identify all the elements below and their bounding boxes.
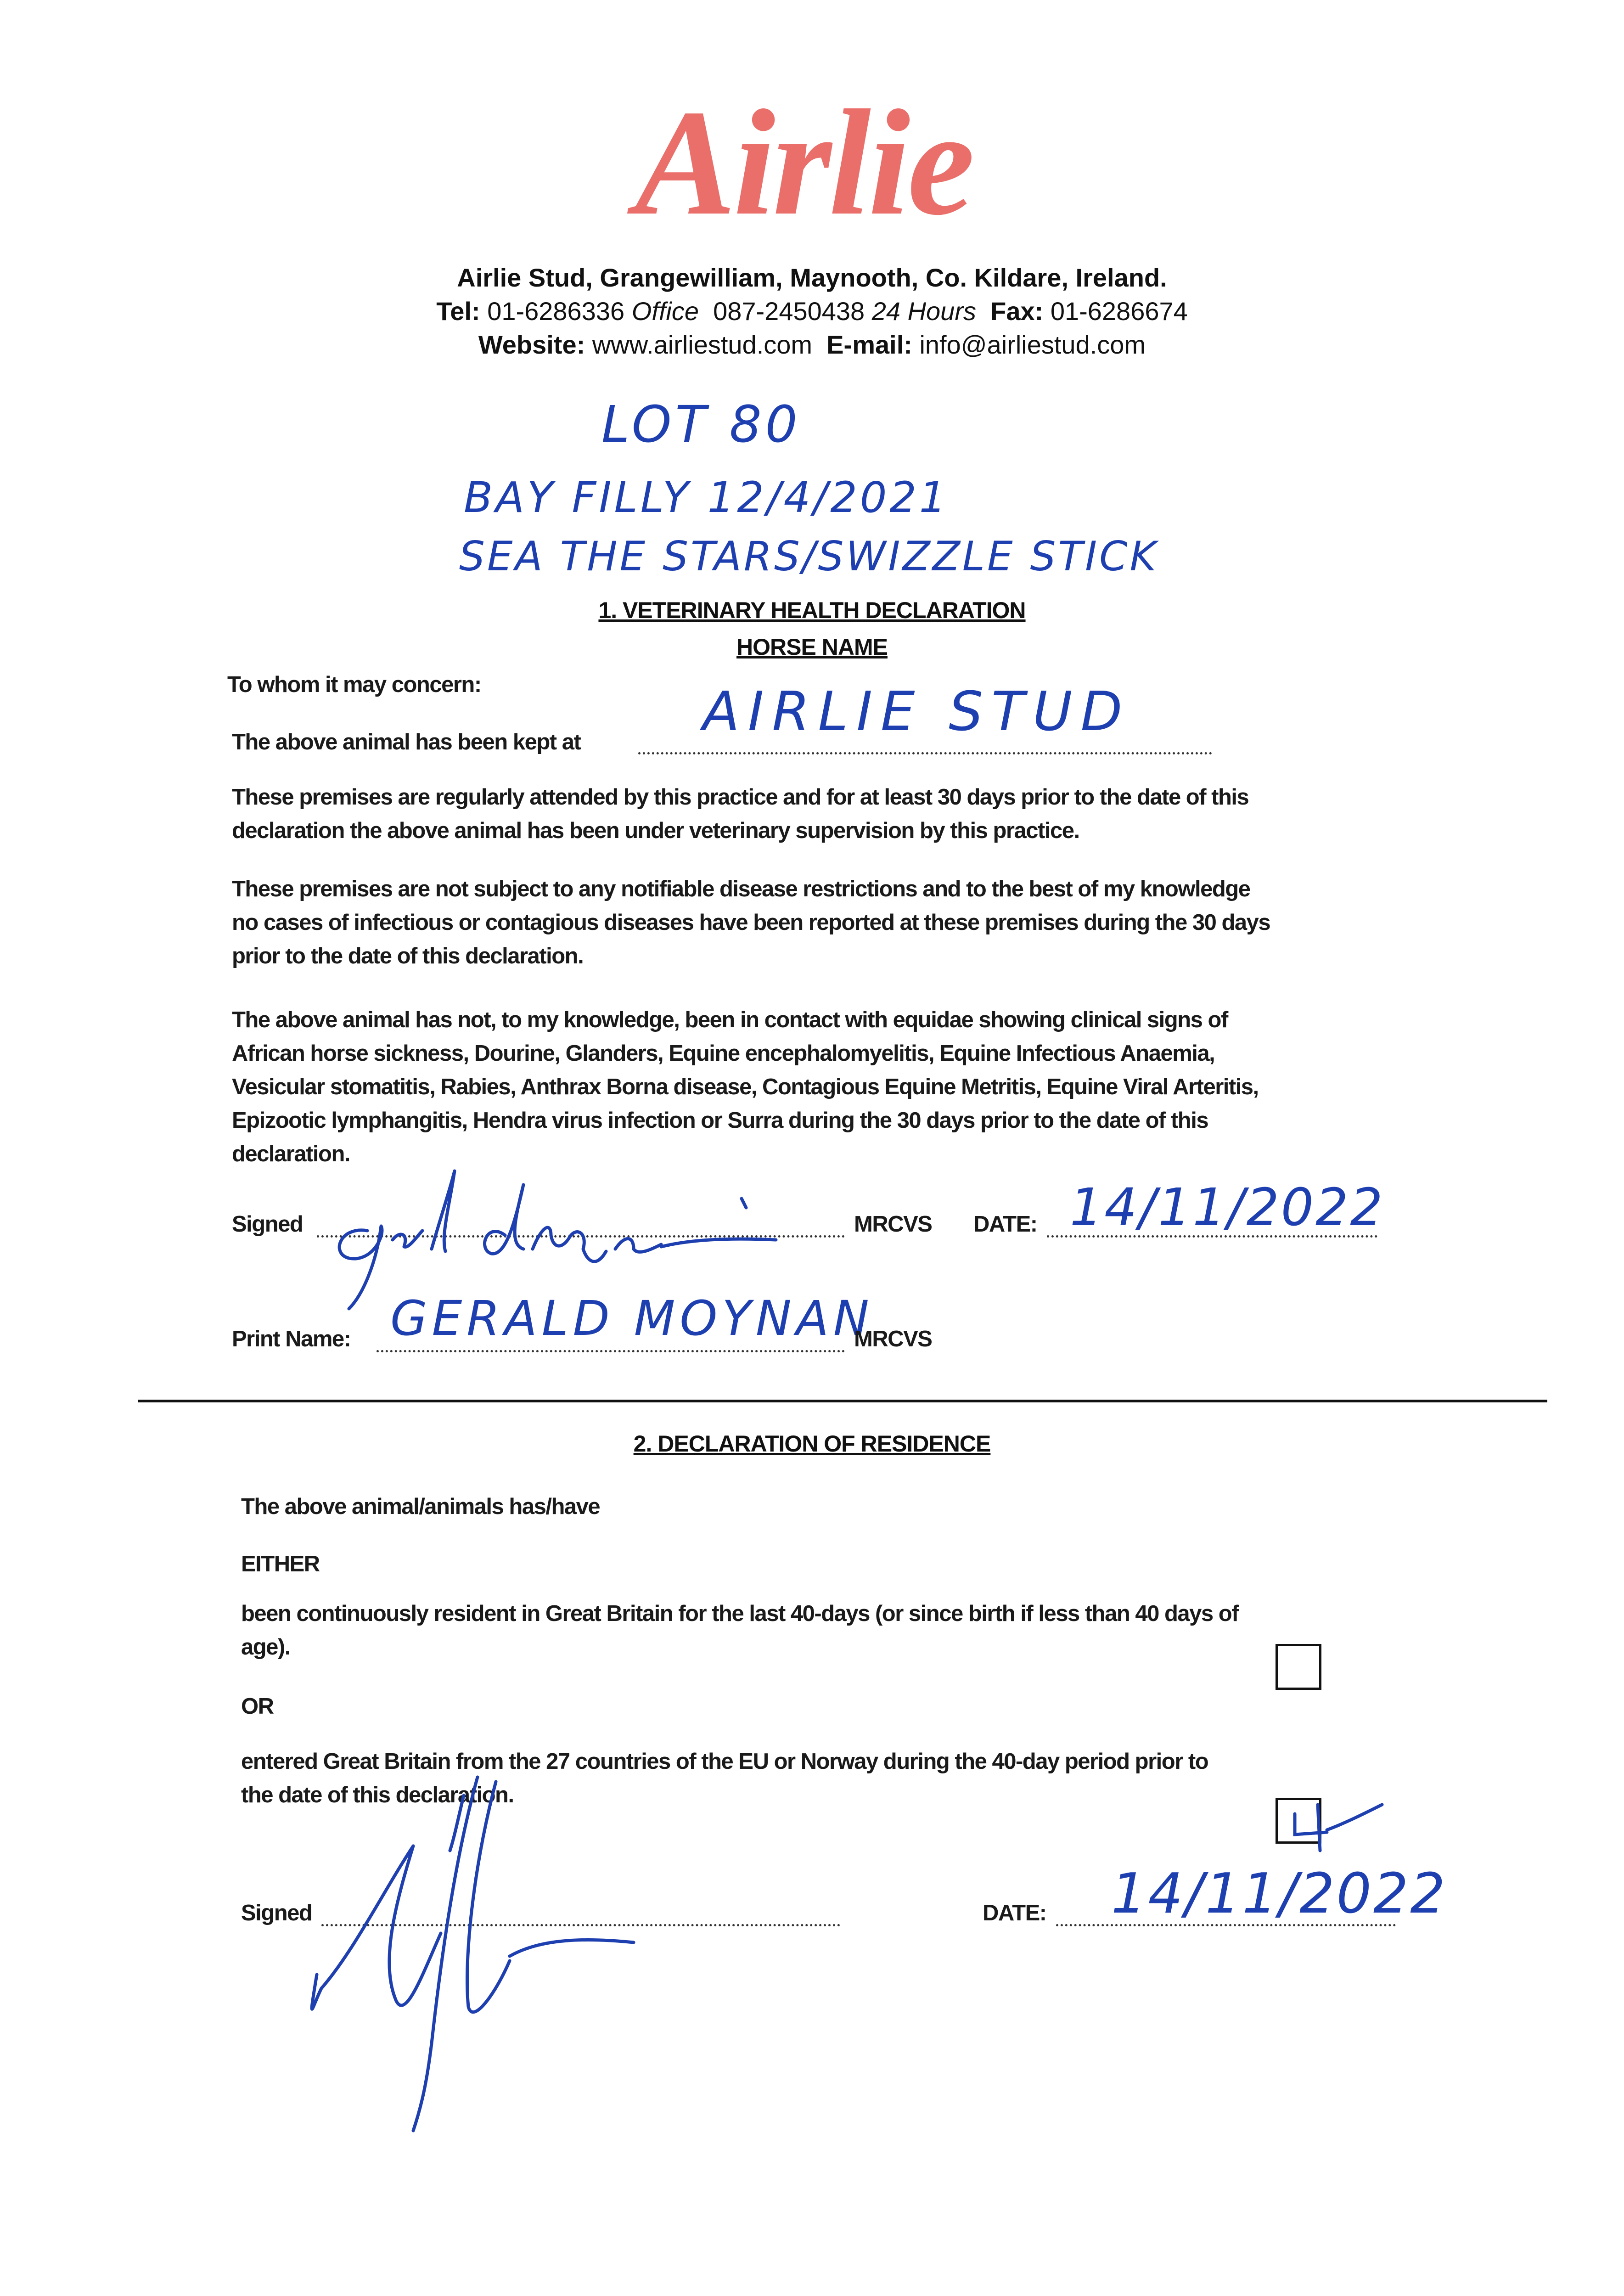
para-diseases-line: Vesicular stomatitis, Rabies, Anthrax Borna disease, Contagious Equine Metritis, Equine Viral Arteritis, — [232, 1075, 1259, 1099]
airlie-logo: Airlie — [635, 79, 972, 247]
option2-tick-mark — [1276, 1791, 1387, 1857]
either-label: EITHER — [241, 1552, 320, 1576]
web-line — [0, 329, 1624, 361]
salutation: To whom it may concern: — [227, 672, 481, 697]
section1-subtitle: HORSE NAME — [736, 634, 888, 660]
para-diseases-line: Epizootic lymphangitis, Hendra virus infection or Surra during the 30 days prior to the date of this — [232, 1108, 1208, 1133]
vet-signed-label: Signed — [232, 1212, 303, 1237]
tel-label: Tel: — [436, 297, 480, 326]
tel-24h-label: 24 Hours — [871, 297, 976, 326]
section1-title: 1. VETERINARY HEALTH DECLARATION — [598, 597, 1026, 623]
para-diseases-line: declaration. — [232, 1142, 350, 1166]
tel-24h-number: 087-2450438 — [713, 297, 865, 326]
kept-at-dotted-line — [638, 752, 1212, 754]
residence-date-label: DATE: — [983, 1901, 1046, 1925]
para-diseases-line: The above animal has not, to my knowledge, been in contact with equidae showing clinical signs of — [232, 1007, 1228, 1032]
residence-intro: The above animal/animals has/have — [241, 1494, 600, 1519]
vet-signature-image — [312, 1157, 817, 1311]
website-link[interactable]: www.airliestud.com — [592, 330, 813, 359]
handwritten-horse-description: BAY FILLY 12/4/2021 — [464, 473, 949, 522]
website-label: Website: — [478, 330, 585, 359]
address-line — [0, 262, 1624, 294]
para-diseases — [232, 1003, 1394, 1171]
option1-text — [241, 1597, 1394, 1664]
kept-at-label: The above animal has been kept at — [232, 730, 581, 754]
residence-date-value: 14/11/2022 — [1111, 1862, 1447, 1926]
handwritten-lot: LOT 80 — [601, 395, 801, 454]
tel-office-number: 01-6286336 — [487, 297, 625, 326]
option1-checkbox[interactable] — [1276, 1644, 1321, 1690]
email-label: E-mail: — [826, 330, 912, 359]
section-divider — [138, 1400, 1547, 1402]
para-restrictions-line: These premises are not subject to any notifiable disease restrictions and to the best of my knowledge — [232, 877, 1250, 901]
print-name-value: GERALD MOYNAN — [390, 1290, 874, 1346]
option1-line: age). — [241, 1635, 290, 1660]
tel-office-label: Office — [631, 297, 699, 326]
para-restrictions-line: prior to the date of this declaration. — [232, 944, 584, 968]
vet-mrcvs-label: MRCVS — [854, 1212, 932, 1237]
kept-at-value: AIRLIE STUD — [702, 680, 1131, 743]
contact-line — [0, 295, 1624, 327]
fax-label: Fax: — [990, 297, 1044, 326]
para-supervision-line: These premises are regularly attended by this practice and for at least 30 days prior to the date of this — [232, 785, 1249, 810]
para-restrictions-line: no cases of infectious or contagious diseases have been reported at these premises during the 30 days — [232, 910, 1270, 935]
residence-signed-label: Signed — [241, 1901, 312, 1925]
para-diseases-line: African horse sickness, Dourine, Glanders, Equine encephalomyelitis, Equine Infectious Anaemia, — [232, 1041, 1215, 1066]
option2-line: the date of this declaration. — [241, 1783, 514, 1807]
email-link[interactable]: info@airliestud.com — [919, 330, 1146, 359]
address-text: Airlie Stud, Grangewilliam, Maynooth, Co. Kildare, Ireland. — [457, 263, 1167, 292]
print-mrcvs-label: MRCVS — [854, 1327, 932, 1351]
vet-date-label: DATE: — [973, 1212, 1037, 1237]
para-supervision — [232, 781, 1394, 848]
vet-date-value: 14/11/2022 — [1070, 1178, 1385, 1238]
or-label: OR — [241, 1694, 274, 1719]
print-name-label: Print Name: — [232, 1327, 351, 1351]
para-restrictions — [232, 872, 1394, 973]
section2-title: 2. DECLARATION OF RESIDENCE — [633, 1431, 991, 1457]
fax-number: 01-6286674 — [1050, 297, 1188, 326]
option2-line: entered Great Britain from the 27 countries of the EU or Norway during the 40-day period prior to — [241, 1749, 1208, 1774]
residence-signature-image — [303, 1768, 808, 2147]
para-supervision-line: declaration the above animal has been under veterinary supervision by this practice. — [232, 818, 1079, 843]
handwritten-pedigree: SEA THE STARS/SWIZZLE STICK — [459, 533, 1159, 580]
option1-line: been continuously resident in Great Britain for the last 40-days (or since birth if less than 40 days of — [241, 1601, 1239, 1626]
print-name-dotted-line — [376, 1350, 845, 1352]
